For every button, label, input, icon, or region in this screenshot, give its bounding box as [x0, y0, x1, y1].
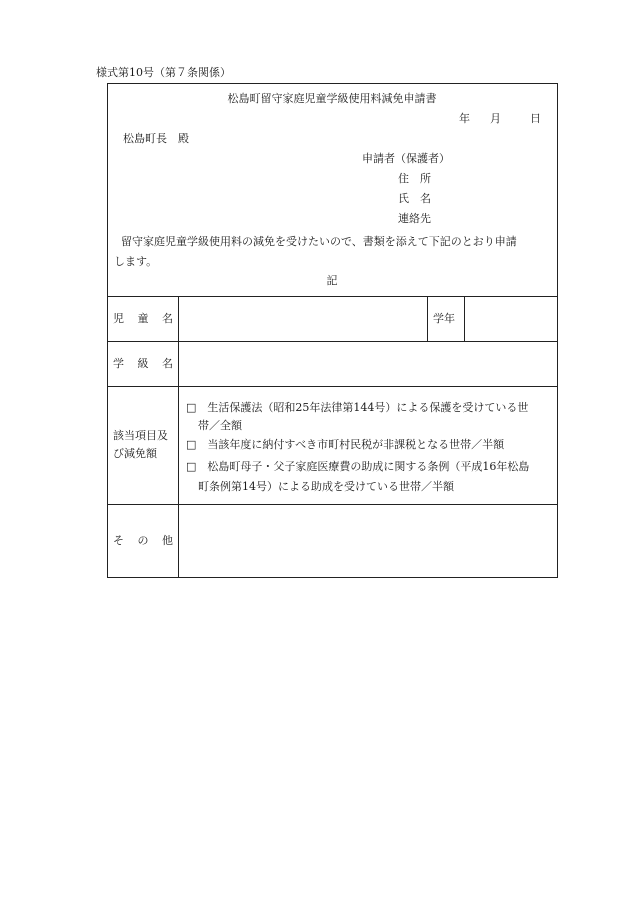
other-field[interactable] [180, 506, 555, 575]
option-tax-exempt-line1[interactable]: □ 当該年度に納付すべき市町村民税が非課税となる世帯／半額 [186, 438, 505, 451]
grade-field[interactable] [466, 298, 555, 339]
contact-label: 連絡先 [398, 212, 431, 225]
ki-label: 記 [326, 274, 338, 287]
child-name-label: 児 童 名 [113, 312, 173, 325]
option-welfare-line1[interactable]: □ 生活保護法（昭和25年法律第144号）による保護を受けている世 [186, 401, 529, 414]
other-label: そ の 他 [113, 534, 173, 547]
grade-label: 学年 [433, 312, 455, 325]
date-day-label: 日 [530, 112, 541, 125]
applicable-items-label-line2: び減免額 [113, 447, 157, 460]
class-name-label: 学 級 名 [113, 357, 173, 370]
applicable-items-label-line1: 該当項目及 [113, 429, 168, 442]
name-label: 氏 名 [398, 192, 431, 205]
address-label: 住 所 [398, 172, 431, 185]
option-medical-aid-line1[interactable]: □ 松島町母子・父子家庭医療費の助成に関する条例（平成16年松島 [186, 460, 530, 473]
option-medical-aid-line2: 町条例第14号）による助成を受けている世帯／半額 [198, 480, 454, 493]
option-welfare-line2: 帯／全額 [198, 419, 242, 432]
body-text-line2: します。 [114, 255, 158, 268]
addressee: 松島町長 殿 [123, 132, 189, 145]
class-name-field[interactable] [180, 343, 555, 384]
child-name-field[interactable] [180, 298, 425, 339]
form-number: 様式第10号（第７条関係） [96, 66, 231, 79]
date-year-label: 年 [459, 112, 470, 125]
body-text-line1: 留守家庭児童学級使用料の減免を受けたいので、書類を添えて下記のとおり申請 [121, 235, 517, 248]
applicant-heading: 申請者（保護者） [362, 152, 450, 165]
form-title: 松島町留守家庭児童学級使用料減免申請書 [227, 92, 437, 105]
date-month-label: 月 [490, 112, 501, 125]
